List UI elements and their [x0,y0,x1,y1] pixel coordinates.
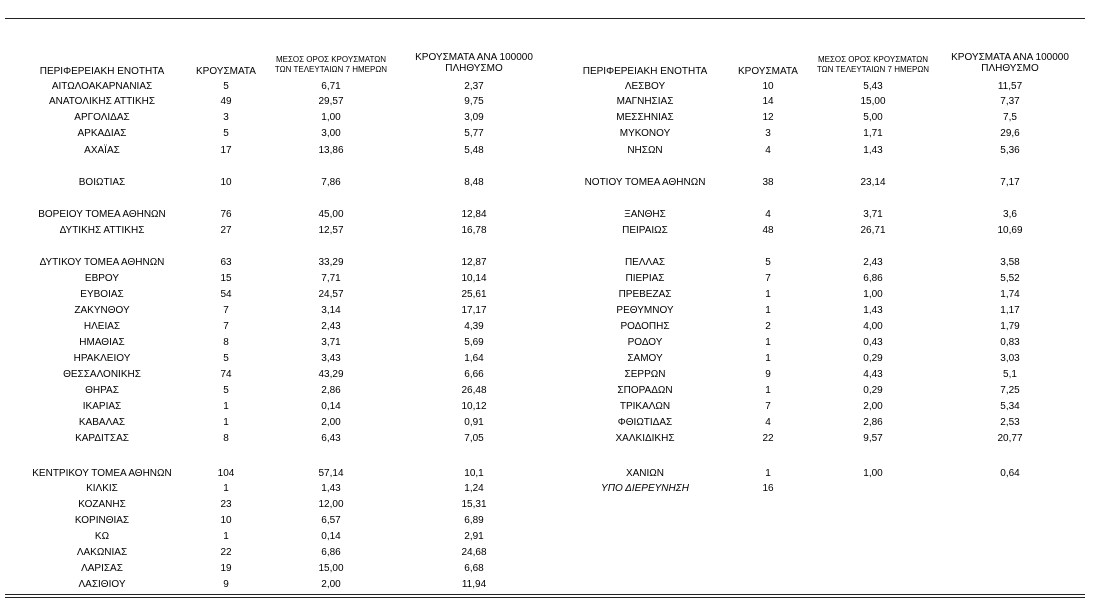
right-cell-region: ΤΡΙΚΑΛΩΝ [619,401,671,412]
right-cell-avg: 3,71 [863,209,883,220]
left-cell-avg: 2,00 [321,579,341,590]
right-cell-region: ΥΠΟ ΔΙΕΡΕΥΝΗΣΗ [601,483,689,494]
left-cell-per100k: 5,77 [464,128,484,139]
right-cell-region: ΧΑΝΙΩΝ [625,468,665,479]
bottom-rule [5,594,1085,595]
right-cell-region: ΣΕΡΡΩΝ [624,369,666,380]
right-cell-region: ΡΟΔΟΥ [627,337,663,348]
left-cell-region: ΙΚΑΡΙΑΣ [82,401,122,412]
right-cell-cases: 7 [765,401,771,412]
right-cell-region: ΠΕΙΡΑΙΩΣ [622,225,668,236]
left-cell-region: ΔΥΤΙΚΗΣ ΑΤΤΙΚΗΣ [59,225,145,236]
right-cell-cases: 3 [765,128,771,139]
left-cell-avg: 45,00 [318,209,344,220]
right-cell-avg: 0,29 [863,385,883,396]
right-header-avg [808,55,938,75]
left-cell-cases: 1 [223,483,229,494]
right-cell-per100k: 5,34 [1000,401,1020,412]
right-cell-avg: 4,43 [863,369,883,380]
right-cell-per100k: 20,77 [997,433,1023,444]
right-cell-avg: 0,29 [863,353,883,364]
left-cell-per100k: 6,68 [464,563,484,574]
left-cell-cases: 7 [223,321,229,332]
right-cell-avg: 5,00 [863,112,883,123]
left-cell-cases: 10 [220,177,232,188]
left-header-avg-line2: ΤΩΝ ΤΕΛΕΥΤΑΙΩΝ 7 ΗΜΕΡΩΝ [274,65,388,74]
right-cell-per100k: 2,53 [1000,417,1020,428]
left-header-avg-line1: ΜΕΣΟΣ ΟΡΟΣ ΚΡΟΥΣΜΑΤΩΝ [275,55,387,64]
left-cell-region: ΚΩ [94,531,110,542]
right-cell-per100k: 7,5 [1003,112,1017,123]
left-cell-cases: 17 [220,145,232,156]
left-cell-avg: 33,29 [318,257,344,268]
right-cell-cases: 22 [762,433,774,444]
right-cell-per100k: 0,64 [1000,468,1020,479]
left-cell-avg: 2,43 [321,321,341,332]
left-header-avg [268,55,394,75]
left-cell-region: ΛΑΡΙΣΑΣ [81,563,123,574]
left-cell-per100k: 15,31 [461,499,487,510]
left-cell-per100k: 2,37 [464,81,484,92]
left-cell-per100k: 26,48 [461,385,487,396]
right-cell-region: ΣΠΟΡΑΔΩΝ [617,385,673,396]
bottom-rule-thin [5,597,1085,598]
left-cell-cases: 15 [220,273,232,284]
left-cell-region: ΒΟΙΩΤΙΑΣ [78,177,126,188]
right-cell-cases: 14 [762,96,774,107]
right-cell-region: ΛΕΣΒΟΥ [624,81,666,92]
right-cell-cases: 1 [765,385,771,396]
right-cell-per100k: 0,83 [1000,337,1020,348]
left-cell-cases: 3 [223,112,229,123]
right-cell-avg: 0,43 [863,337,883,348]
left-cell-cases: 8 [223,337,229,348]
left-cell-region: ΚΕΝΤΡΙΚΟΥ ΤΟΜΕΑ ΑΘΗΝΩΝ [32,468,172,479]
left-cell-per100k: 10,14 [461,273,487,284]
left-cell-cases: 5 [223,81,229,92]
left-cell-per100k: 24,68 [461,547,487,558]
left-cell-avg: 57,14 [318,468,344,479]
right-cell-avg: 1,00 [863,289,883,300]
left-cell-region: ΕΥΒΟΙΑΣ [80,289,124,300]
left-cell-cases: 23 [220,499,232,510]
right-header-per100k-line2: ΠΛΗΘΥΣΜΟ [981,63,1039,74]
left-cell-cases: 74 [220,369,232,380]
left-cell-cases: 22 [220,547,232,558]
right-cell-per100k: 3,6 [1003,209,1017,220]
left-cell-avg: 2,86 [321,385,341,396]
right-header-per100k [940,52,1080,74]
right-cell-per100k: 1,79 [1000,321,1020,332]
left-cell-per100k: 16,78 [461,225,487,236]
left-cell-cases: 5 [223,385,229,396]
left-cell-cases: 5 [223,128,229,139]
right-cell-region: ΡΟΔΟΠΗΣ [620,321,670,332]
right-cell-avg: 1,71 [863,128,883,139]
right-cell-cases: 2 [765,321,771,332]
left-cell-cases: 27 [220,225,232,236]
left-cell-per100k: 3,09 [464,112,484,123]
left-header-per100k [404,52,544,74]
right-cell-avg: 23,14 [860,177,886,188]
left-cell-region: ΗΜΑΘΙΑΣ [79,337,125,348]
left-cell-avg: 1,00 [321,112,341,123]
right-cell-region: ΠΡΕΒΕΖΑΣ [618,289,672,300]
left-cell-region: ΑΡΓΟΛΙΔΑΣ [74,112,130,123]
left-cell-avg: 6,71 [321,81,341,92]
right-cell-avg: 1,43 [863,305,883,316]
left-cell-cases: 49 [220,96,232,107]
left-cell-cases: 104 [217,468,235,479]
right-cell-avg: 1,43 [863,145,883,156]
right-cell-cases: 4 [765,209,771,220]
right-cell-cases: 5 [765,257,771,268]
right-cell-avg: 15,00 [860,96,886,107]
left-cell-per100k: 5,48 [464,145,484,156]
left-cell-region: ΗΡΑΚΛΕΙΟΥ [73,353,131,364]
left-cell-region: ΚΟΖΑΝΗΣ [78,499,126,510]
left-cell-cases: 9 [223,579,229,590]
left-cell-avg: 3,43 [321,353,341,364]
left-cell-avg: 43,29 [318,369,344,380]
right-cell-per100k: 1,74 [1000,289,1020,300]
left-cell-cases: 19 [220,563,232,574]
left-cell-avg: 7,71 [321,273,341,284]
left-cell-per100k: 6,89 [464,515,484,526]
left-cell-per100k: 17,17 [461,305,487,316]
left-cell-region: ΛΑΣΙΘΙΟΥ [78,579,126,590]
left-cell-cases: 5 [223,353,229,364]
right-cell-per100k: 7,25 [1000,385,1020,396]
left-cell-per100k: 1,64 [464,353,484,364]
left-cell-per100k: 7,05 [464,433,484,444]
left-header-cases: ΚΡΟΥΣΜΑΤΑ [196,66,256,77]
left-cell-per100k: 8,48 [464,177,484,188]
right-cell-region: ΜΥΚΟΝΟΥ [619,128,671,139]
left-cell-avg: 6,86 [321,547,341,558]
left-cell-region: ΚΙΛΚΙΣ [86,483,118,494]
left-header-region: ΠΕΡΙΦΕΡΕΙΑΚΗ ΕΝΟΤΗΤΑ [39,66,165,77]
right-cell-per100k: 11,57 [997,81,1023,92]
right-cell-cases: 1 [765,353,771,364]
right-cell-per100k: 10,69 [997,225,1023,236]
right-cell-cases: 4 [765,145,771,156]
right-header-per100k-line1: ΚΡΟΥΣΜΑΤΑ ΑΝΑ 100000 [951,52,1069,63]
right-cell-region: ΝΗΣΩΝ [627,145,663,156]
right-cell-cases: 1 [765,289,771,300]
right-cell-cases: 10 [762,81,774,92]
left-cell-avg: 2,00 [321,417,341,428]
left-cell-avg: 13,86 [318,145,344,156]
left-cell-region: ΚΟΡΙΝΘΙΑΣ [74,515,130,526]
left-cell-per100k: 2,91 [464,531,484,542]
left-cell-region: ΑΝΑΤΟΛΙΚΗΣ ΑΤΤΙΚΗΣ [48,96,156,107]
right-cell-cases: 48 [762,225,774,236]
right-cell-avg: 5,43 [863,81,883,92]
right-cell-avg: 2,00 [863,401,883,412]
right-cell-region: ΞΑΝΘΗΣ [624,209,666,220]
right-header-cases: ΚΡΟΥΣΜΑΤΑ [738,66,798,77]
left-cell-per100k: 10,12 [461,401,487,412]
right-cell-per100k: 7,17 [1000,177,1020,188]
left-cell-per100k: 11,94 [461,579,487,590]
right-cell-region: ΝΟΤΙΟΥ ΤΟΜΕΑ ΑΘΗΝΩΝ [584,177,706,188]
left-cell-per100k: 1,24 [464,483,484,494]
right-cell-region: ΧΑΛΚΙΔΙΚΗΣ [615,433,675,444]
right-cell-cases: 38 [762,177,774,188]
right-cell-per100k: 3,58 [1000,257,1020,268]
left-cell-per100k: 6,66 [464,369,484,380]
left-cell-cases: 76 [220,209,232,220]
left-cell-region: ΑΙΤΩΛΟΑΚΑΡΝΑΝΙΑΣ [51,81,153,92]
right-cell-per100k: 1,17 [1000,305,1020,316]
left-cell-avg: 15,00 [318,563,344,574]
right-cell-region: ΣΑΜΟΥ [627,353,663,364]
left-cell-avg: 0,14 [321,531,341,542]
right-cell-cases: 9 [765,369,771,380]
right-cell-avg: 1,00 [863,468,883,479]
left-cell-avg: 1,43 [321,483,341,494]
left-cell-cases: 1 [223,417,229,428]
right-header-avg-line2: ΤΩΝ ΤΕΛΕΥΤΑΙΩΝ 7 ΗΜΕΡΩΝ [816,65,930,74]
left-cell-avg: 3,14 [321,305,341,316]
right-cell-region: ΜΑΓΝΗΣΙΑΣ [616,96,674,107]
left-cell-avg: 29,57 [318,96,344,107]
left-cell-per100k: 12,84 [461,209,487,220]
right-cell-cases: 12 [762,112,774,123]
right-cell-per100k: 5,1 [1003,369,1017,380]
left-cell-avg: 12,57 [318,225,344,236]
right-cell-avg: 6,86 [863,273,883,284]
left-cell-region: ΕΒΡΟΥ [84,273,120,284]
left-header-per100k-line2: ΠΛΗΘΥΣΜΟ [445,63,503,74]
left-cell-region: ΚΑΒΑΛΑΣ [78,417,126,428]
left-cell-avg: 0,14 [321,401,341,412]
left-cell-region: ΘΗΡΑΣ [85,385,119,396]
right-cell-cases: 4 [765,417,771,428]
right-cell-region: ΜΕΣΣΗΝΙΑΣ [616,112,674,123]
left-cell-per100k: 25,61 [461,289,487,300]
right-header-region: ΠΕΡΙΦΕΡΕΙΑΚΗ ΕΝΟΤΗΤΑ [582,66,708,77]
right-cell-avg: 9,57 [863,433,883,444]
left-cell-per100k: 5,69 [464,337,484,348]
left-cell-cases: 1 [223,401,229,412]
left-cell-region: ΘΕΣΣΑΛΟΝΙΚΗΣ [63,369,141,380]
left-cell-cases: 54 [220,289,232,300]
left-cell-avg: 3,71 [321,337,341,348]
right-cell-avg: 2,86 [863,417,883,428]
left-cell-region: ΑΡΚΑΔΙΑΣ [77,128,127,139]
right-cell-region: ΡΕΘΥΜΝΟΥ [616,305,674,316]
right-cell-avg: 2,43 [863,257,883,268]
left-cell-region: ΗΛΕΙΑΣ [83,321,121,332]
right-cell-per100k: 3,03 [1000,353,1020,364]
left-cell-region: ΑΧΑΪΑΣ [84,145,120,156]
left-cell-per100k: 12,87 [461,257,487,268]
left-cell-per100k: 9,75 [464,96,484,107]
left-cell-cases: 8 [223,433,229,444]
right-cell-cases: 7 [765,273,771,284]
left-cell-cases: 10 [220,515,232,526]
left-cell-avg: 6,57 [321,515,341,526]
left-cell-region: ΚΑΡΔΙΤΣΑΣ [75,433,129,444]
left-cell-per100k: 4,39 [464,321,484,332]
right-cell-per100k: 29,6 [1000,128,1020,139]
left-cell-avg: 3,00 [321,128,341,139]
right-cell-cases: 1 [765,468,771,479]
left-cell-region: ΒΟΡΕΙΟΥ ΤΟΜΕΑ ΑΘΗΝΩΝ [38,209,166,220]
right-cell-per100k: 7,37 [1000,96,1020,107]
left-cell-region: ΔΥΤΙΚΟΥ ΤΟΜΕΑ ΑΘΗΝΩΝ [39,257,165,268]
left-cell-cases: 7 [223,305,229,316]
right-cell-cases: 16 [762,483,774,494]
right-cell-region: ΠΙΕΡΙΑΣ [625,273,665,284]
right-cell-per100k: 5,36 [1000,145,1020,156]
right-cell-avg: 26,71 [860,225,886,236]
left-cell-avg: 12,00 [318,499,344,510]
left-cell-per100k: 10,1 [464,468,484,479]
left-cell-avg: 24,57 [318,289,344,300]
right-cell-region: ΠΕΛΛΑΣ [624,257,666,268]
right-cell-region: ΦΘΙΩΤΙΔΑΣ [617,417,673,428]
left-cell-region: ΛΑΚΩΝΙΑΣ [76,547,128,558]
right-header-avg-line1: ΜΕΣΟΣ ΟΡΟΣ ΚΡΟΥΣΜΑΤΩΝ [817,55,929,64]
right-cell-per100k: 5,52 [1000,273,1020,284]
left-header-per100k-line1: ΚΡΟΥΣΜΑΤΑ ΑΝΑ 100000 [415,52,533,63]
right-cell-cases: 1 [765,305,771,316]
left-cell-avg: 7,86 [321,177,341,188]
left-cell-avg: 6,43 [321,433,341,444]
left-cell-per100k: 0,91 [464,417,484,428]
top-rule [5,18,1085,19]
left-cell-cases: 63 [220,257,232,268]
right-cell-cases: 1 [765,337,771,348]
left-cell-region: ΖΑΚΥΝΘΟΥ [74,305,130,316]
left-cell-cases: 1 [223,531,229,542]
right-cell-avg: 4,00 [863,321,883,332]
